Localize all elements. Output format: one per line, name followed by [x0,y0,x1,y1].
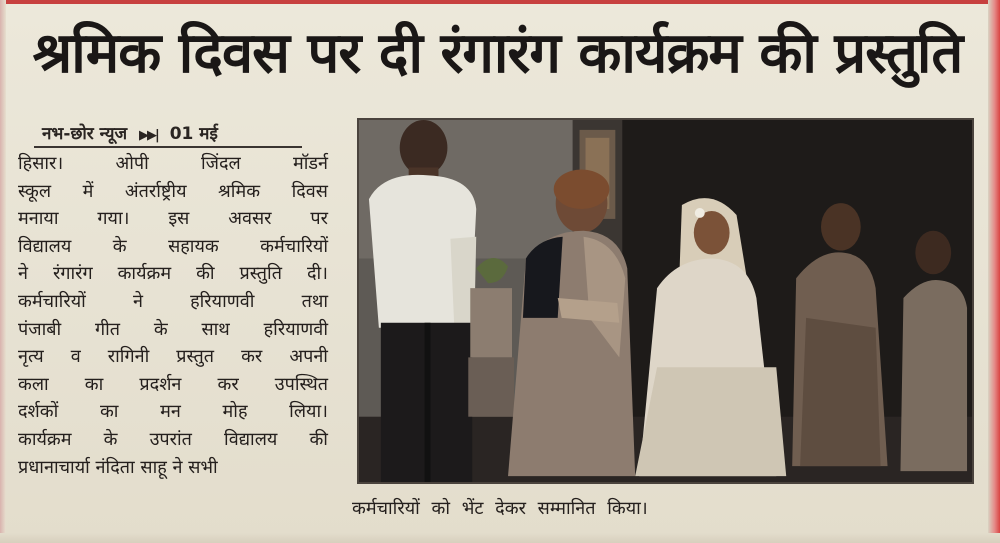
bottom-edge [0,533,1000,543]
body-word: ओपी [115,153,149,174]
photo-caption: कर्मचारियों को भेंट देकर सम्मानित किया। [352,498,648,519]
body-word: मोह [222,401,248,423]
body-word: श्रमिक [218,180,261,202]
body-line [18,288,328,316]
body-word: का [84,373,104,395]
body-line [18,316,328,344]
body-word: के [112,235,127,257]
body-word: कर [241,346,263,368]
body-line: प्रधानाचार्या नंदिता साहू ने सभी [18,456,218,478]
body-word: रागिनी [107,346,150,368]
body-word: स्कूल [18,180,52,202]
body-word: मनाया [18,208,59,230]
body-word: की [309,428,328,450]
body-line [18,398,328,426]
body-line [18,426,328,454]
left-edge [0,0,6,543]
body-word: हरियाणवी [190,290,255,312]
body-line [18,205,328,233]
body-word: के [103,428,118,450]
body-word: विद्यालय [224,428,278,450]
body-word: कर [217,373,239,395]
body-word: पर [310,208,328,230]
news-source: नभ-छोर न्यूज [42,124,128,144]
body-word: सहायक [168,235,219,257]
dateline [42,120,218,148]
body-word: इस [168,208,190,230]
body-word: रंगारंग [52,263,93,285]
body-word: साथ [201,318,230,340]
body-line [18,260,328,288]
body-word: प्रस्तुति [239,263,282,285]
body-word: जिंदल [200,153,241,174]
body-word: लिया। [289,401,328,423]
body-word: दर्शकों [18,401,59,423]
body-word: कार्यक्रम [117,263,172,285]
right-edge [988,0,1000,543]
body-word: प्रदर्शन [139,373,182,395]
body-word: हिसार। [18,153,64,174]
body-word: उपरांत [149,428,192,450]
body-word: की [196,263,215,285]
body-line [18,150,328,178]
body-word: अपनी [289,346,328,368]
body-word: नृत्य [18,346,44,368]
body-word: अवसर [228,208,272,230]
body-word: विद्यालय [18,235,72,257]
body-word: ने [132,290,143,312]
body-word: गीत [94,318,121,340]
news-date: 01 मई [169,124,218,144]
body-word: गया। [97,208,130,230]
body-word: व [70,346,81,368]
body-line [18,233,328,261]
fast-forward-icon: ▶▶| [139,128,158,143]
body-word: पंजाबी [18,318,62,340]
body-word: तथा [301,290,328,312]
article-body [18,150,328,481]
headline: श्रमिक दिवस पर दी रंगारंग कार्यक्रम की प्रस्तुति [32,21,963,86]
body-word: अंतर्राष्ट्रीय [124,180,187,202]
body-word: में [82,180,94,202]
body-word: ने [18,263,28,285]
body-line [18,343,328,371]
body-word: प्रस्तुत [176,346,215,368]
dateline-divider [34,146,302,148]
body-word: कार्यक्रम [18,428,72,450]
body-word: उपस्थित [274,373,328,395]
body-word: दी। [306,263,328,285]
body-line [18,178,328,206]
event-photo-illustration [359,120,972,482]
body-word: हरियाणवी [263,318,328,340]
body-word: कला [18,373,49,395]
body-word: के [153,318,168,340]
top-edge [0,0,1000,4]
body-word: मॉडर्न [292,153,328,174]
body-word: कर्मचारियों [260,235,328,257]
body-word: कर्मचारियों [18,290,86,312]
body-line [18,371,328,399]
news-photo [357,118,974,484]
body-word: दिवस [291,180,328,202]
body-word: का [99,401,119,423]
body-word: मन [160,401,181,423]
